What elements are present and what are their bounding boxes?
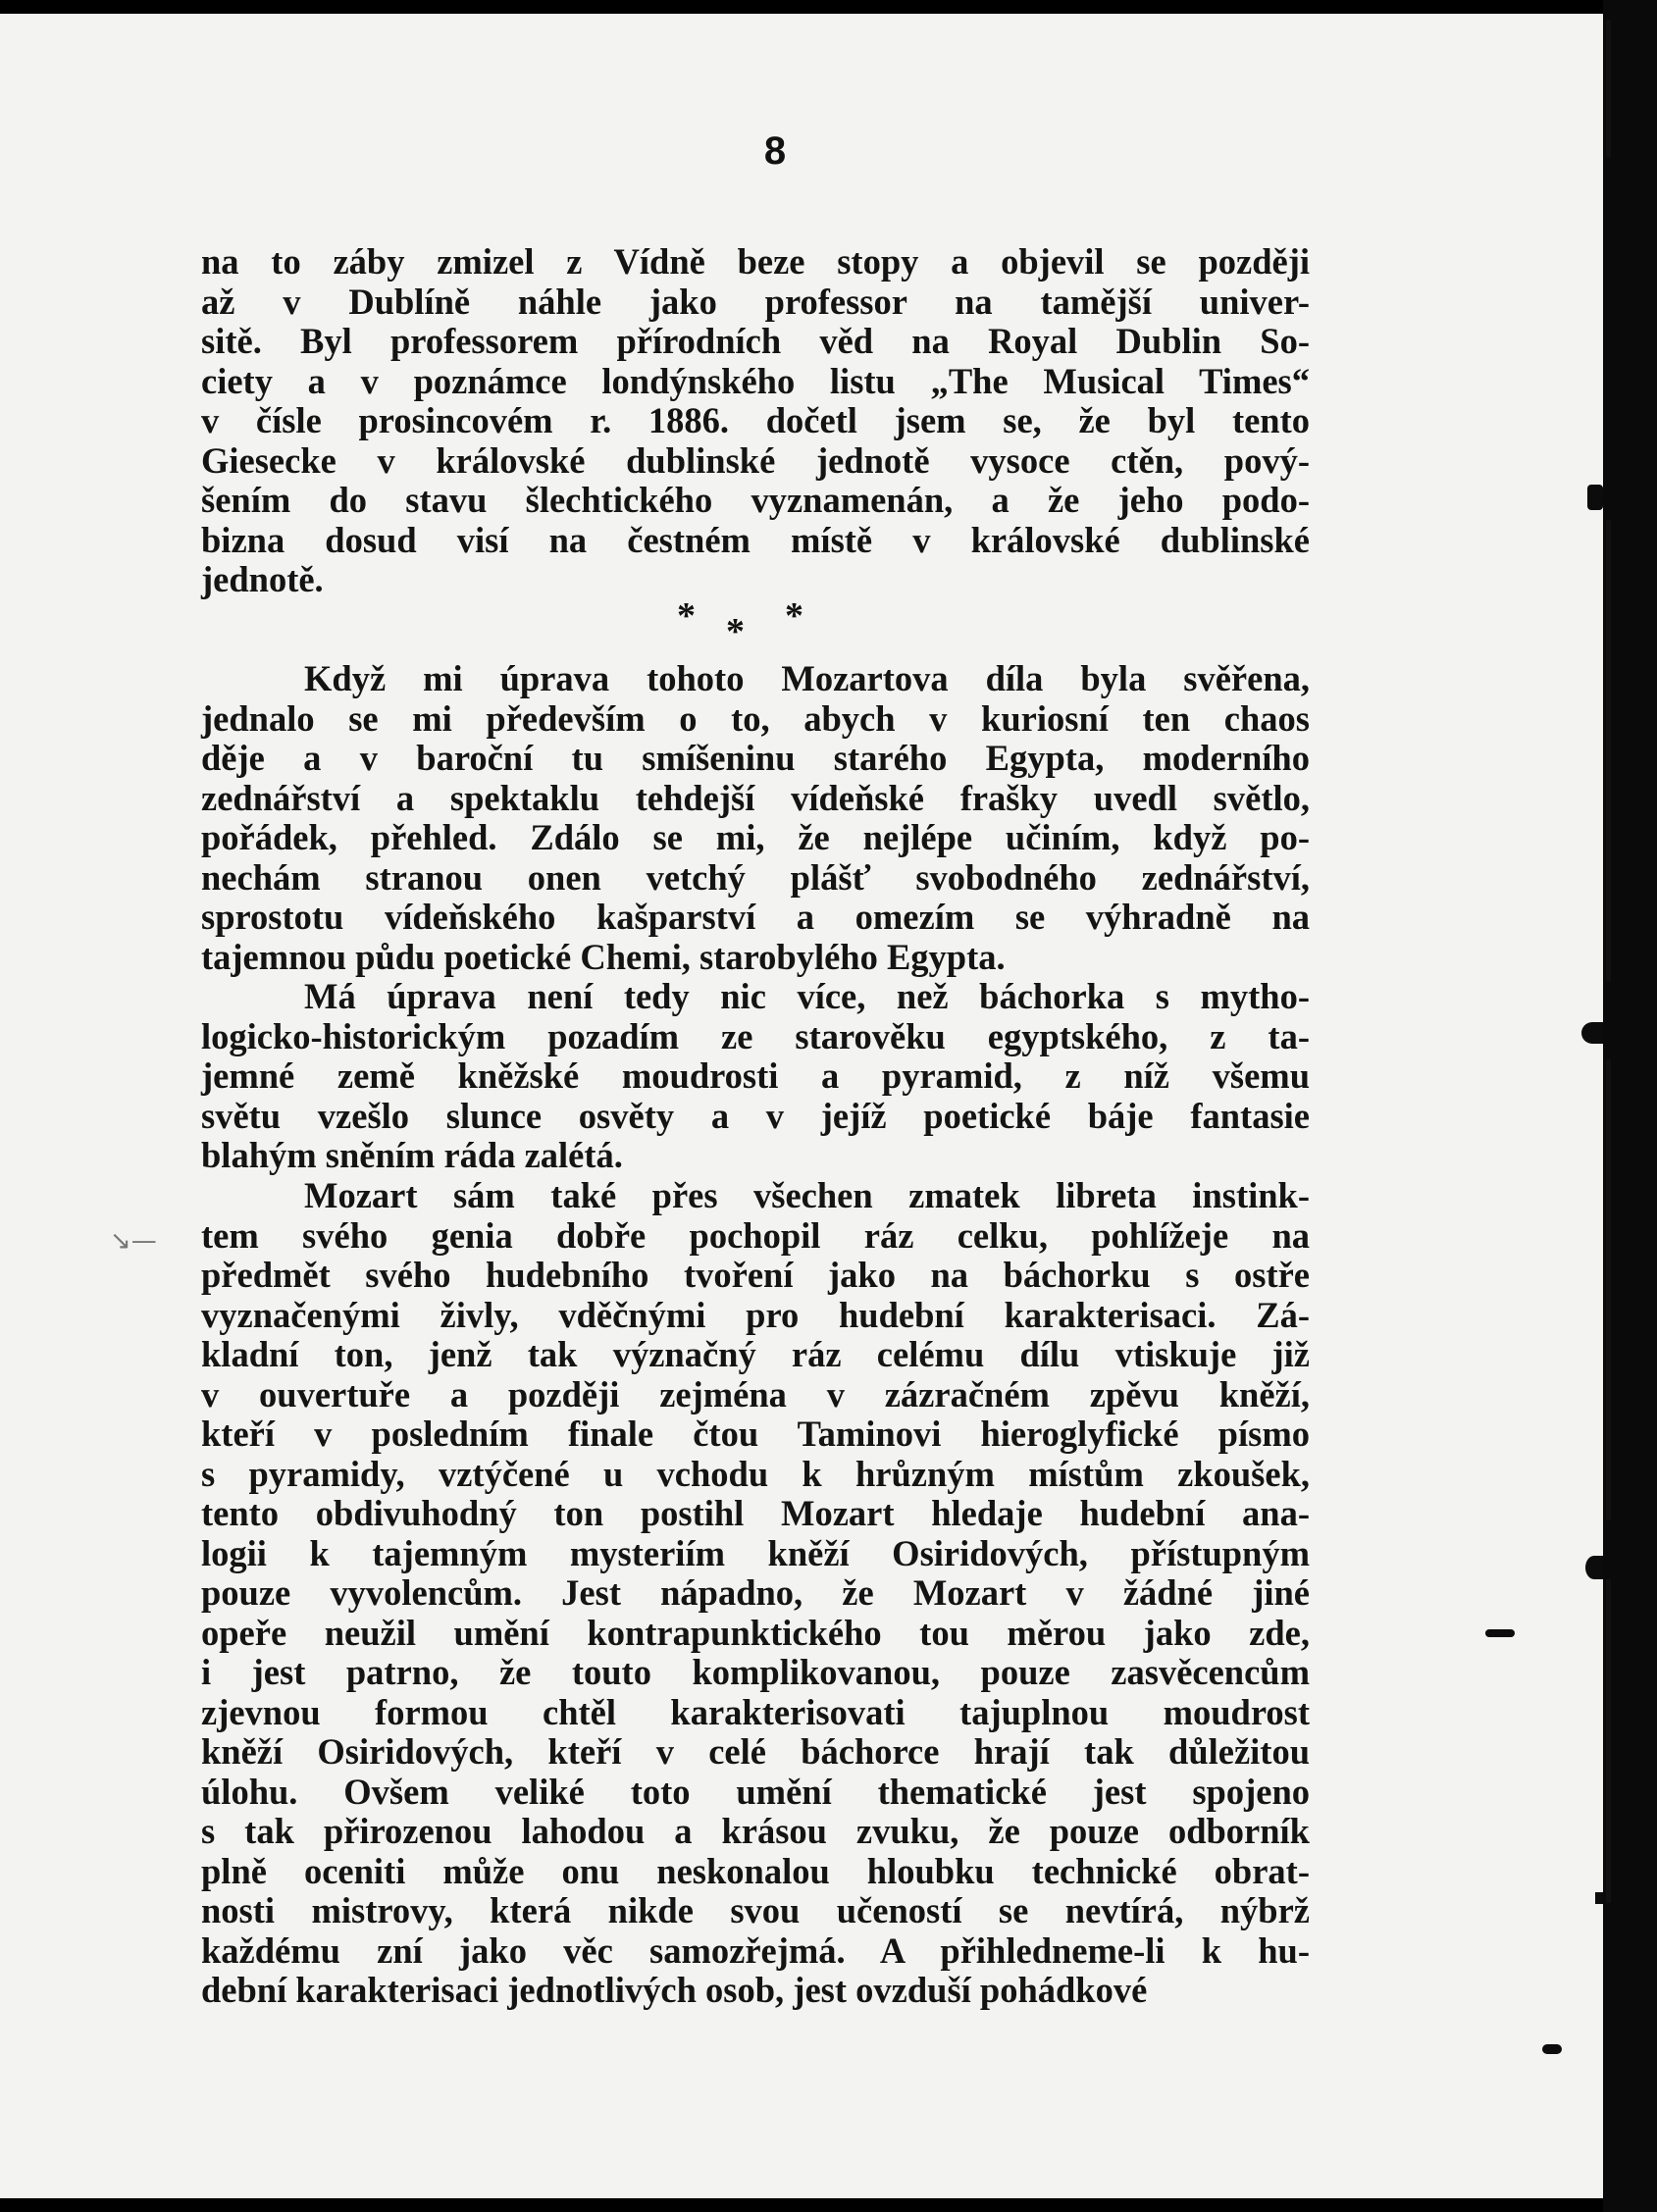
text-line: dební karakterisaci jednotlivých osob, jest ovzduší pohádkové — [201, 1970, 1148, 2010]
binding-clip-mark — [1585, 1556, 1603, 1579]
text-line: na to záby zmizel z Vídně beze stopy a objevil se později — [201, 241, 1310, 282]
binding-clip-mark — [1581, 1022, 1603, 1044]
paragraph-1 — [201, 242, 1310, 600]
text-line: jednalo se mi především o to, abych v kuriosní ten chaos — [201, 697, 1310, 739]
asterisk-right: * — [785, 595, 803, 637]
text-line: kněží Osiridových, kteří v celé báchorce hrají tak důležitou — [201, 1731, 1310, 1772]
text-line: kladní ton, jenž tak význačný ráz celému dílu vtiskuje již — [201, 1334, 1310, 1374]
paragraph-3 — [201, 977, 1310, 1176]
ink-dash-mark — [1485, 1629, 1515, 1637]
book-spine-edge — [1603, 0, 1657, 2212]
text-line: Mozart sám také přes všechen zmatek libreta instink- — [304, 1175, 1310, 1215]
binding-clip-mark — [1587, 485, 1603, 510]
text-line: jemné země kněžské moudrosti a pyramid, z níž všemu — [201, 1055, 1310, 1096]
text-line: sprostotu vídeňského kašparství a omezím se výhradně na — [201, 897, 1310, 937]
text-line: sitě. Byl professorem přírodních věd na Royal Dublin So- — [201, 321, 1310, 361]
text-line: s tak přirozenou lahodou a krásou zvuku, že pouze odborník — [201, 1811, 1310, 1851]
text-line: i jest patrno, že touto komplikovanou, pouze zasvěcencům — [201, 1652, 1310, 1692]
paragraph-2 — [201, 659, 1310, 977]
asterisk-center: * — [726, 611, 745, 652]
text-line: vyznačenými živly, vděčnými pro hudební karakterisaci. Zá- — [201, 1294, 1310, 1335]
text-line: jednotě. — [201, 559, 324, 599]
binding-thread — [1606, 1059, 1611, 1520]
page-number: 8 — [763, 129, 787, 173]
text-line: s pyramidy, vztýčené u vchodu k hrůzným místům zkoušek, — [201, 1453, 1310, 1494]
text-line: šením do stavu šlechtického vyznamenán, a že jeho podo- — [201, 480, 1310, 520]
text-line: zjevnou formou chtěl karakterisovati tajuplnou moudrost — [201, 1691, 1310, 1732]
text-line: až v Dublíně náhle jako professor na tamější univer- — [201, 281, 1310, 322]
text-line: plně oceniti může onu neskonalou hloubku technické obrat- — [201, 1850, 1310, 1891]
text-line: pořádek, přehled. Zdálo se mi, že nejlépe učiním, když po- — [201, 817, 1310, 857]
text-line: logicko-historickým pozadím ze starověku egyptského, z ta- — [201, 1015, 1310, 1056]
text-line: nechám stranou onen vetchý plášť svobodného zednářství, — [201, 856, 1310, 898]
text-line: Giesecke v královské dublinské jednotě vysoce ctěn, pový- — [201, 439, 1310, 481]
text-line: tem svého genia dobře pochopil ráz celku, pohlížeje na — [201, 1214, 1310, 1256]
asterisk-left: * — [677, 595, 696, 637]
text-line: ciety a v poznámce londýnského listu „The Musical Times“ — [201, 360, 1310, 401]
ink-dash-mark — [1542, 2044, 1562, 2054]
text-line: děje a v baroční tu smíšeninu starého Egypta, moderního — [201, 738, 1310, 778]
text-line: Má úprava není tedy nic více, než báchorka s mytho- — [304, 976, 1310, 1016]
text-line: úlohu. Ovšem veliké toto umění thematické jest spojeno — [201, 1771, 1310, 1812]
text-line: světu vzešlo slunce osvěty a v jejíž poetické báje fantasie — [201, 1095, 1310, 1136]
binding-thread — [1606, 20, 1611, 157]
text-line: v ouvertuře a později zejména v zázračném zpěvu kněží, — [201, 1373, 1310, 1415]
text-line: logii k tajemným mysteriím kněží Osiridových, přístupným — [201, 1532, 1310, 1573]
margin-pencil-mark: ↘— — [110, 1226, 157, 1256]
text-line: v čísle prosincovém r. 1886. dočetl jsem se, že byl tento — [201, 400, 1310, 440]
text-line: bizna dosud visí na čestném místě v královské dublinské — [201, 519, 1310, 560]
text-line: nosti mistrovy, která nikde svou učeností se nevtírá, nýbrž — [201, 1890, 1310, 1930]
text-line: opeře neužil umění kontrapunktického tou měrou jako zde, — [201, 1612, 1310, 1653]
text-line: zednářství a spektaklu tehdejší vídeňské frašky uvedl světlo, — [201, 777, 1310, 818]
text-line: blahým sněním ráda zalétá. — [201, 1135, 623, 1175]
binding-thread — [1606, 1579, 1611, 1903]
binding-thread — [1606, 520, 1611, 981]
text-line: pouze vyvolencům. Jest nápadno, že Mozart v žádné jiné — [201, 1572, 1310, 1613]
book-page — [0, 14, 1603, 2198]
text-line: kteří v posledním finale čtou Taminovi hieroglyfické písmo — [201, 1414, 1310, 1454]
text-line: Když mi úprava tohoto Mozartova díla byla svěřena, — [304, 658, 1310, 698]
section-divider-asterisks — [667, 594, 844, 653]
ink-dash-mark — [1595, 1892, 1603, 1904]
text-line: tajemnou půdu poetické Chemi, starobylého Egypta. — [201, 936, 1006, 977]
text-line: tento obdivuhodný ton postihl Mozart hledaje hudební ana- — [201, 1493, 1310, 1533]
text-line: každému zní jako věc samozřejmá. A přihledneme-li k hu- — [201, 1929, 1310, 1971]
paragraph-4 — [201, 1176, 1310, 2011]
text-line: předmět svého hudebního tvoření jako na báchorku s ostře — [201, 1255, 1310, 1295]
